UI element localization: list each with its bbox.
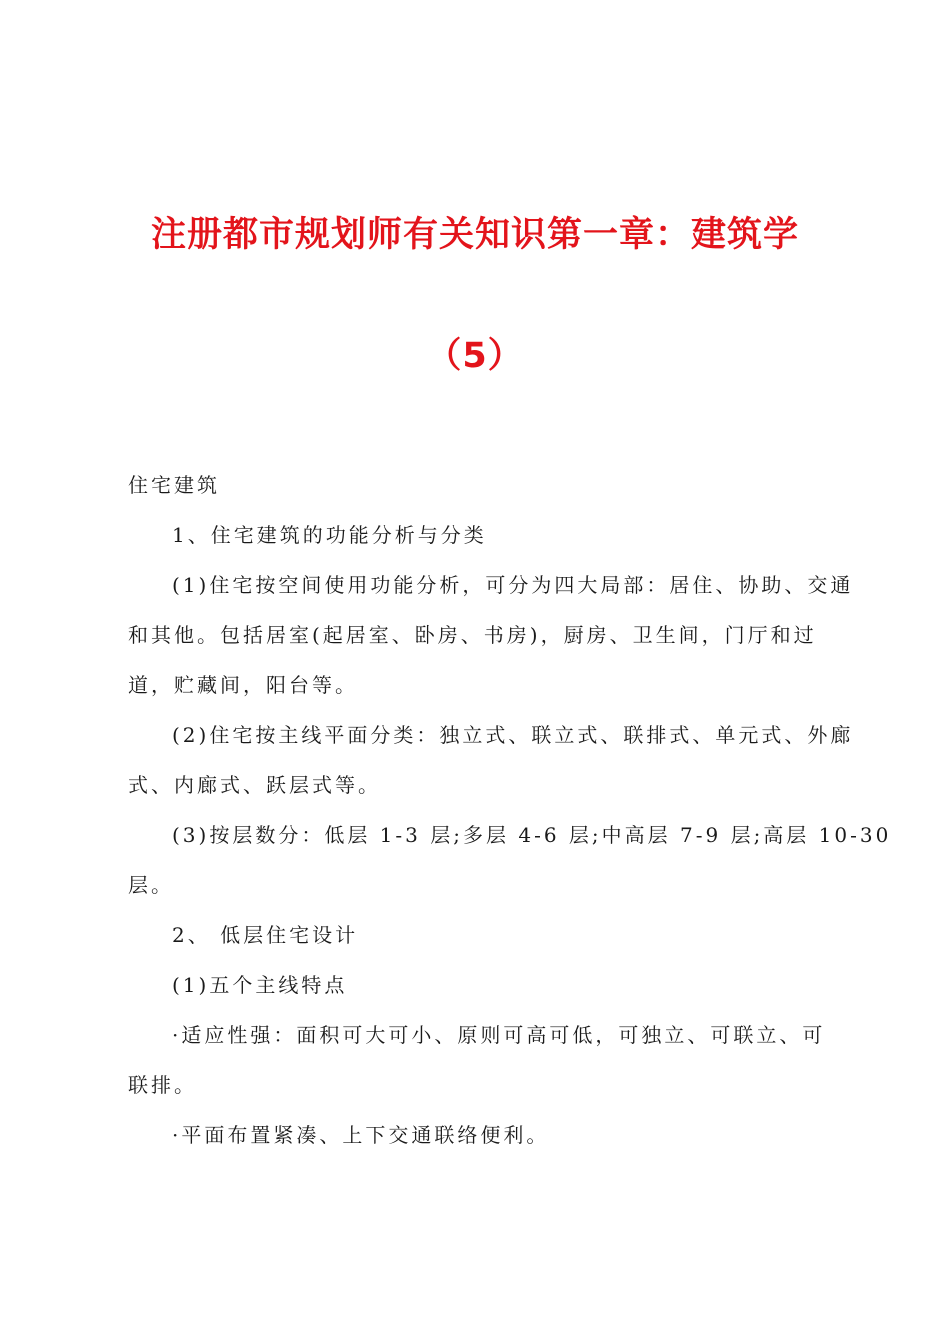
- section-heading: 住宅建筑: [128, 473, 220, 497]
- paragraph-line: 道，贮藏间，阳台等。: [128, 673, 358, 697]
- document-body: [128, 460, 892, 1160]
- paragraph-line: (3)按层数分：低层 1-3 层;多层 4-6 层;中高层 7-9 层;高层 10-30: [172, 823, 892, 847]
- document-title: 注册都市规划师有关知识第一章：建筑学: [150, 215, 799, 255]
- subsection-heading: 2、 低层住宅设计: [172, 923, 359, 947]
- paragraph-line: 层。: [128, 873, 174, 897]
- paragraph-line: (1)住宅按空间使用功能分析，可分为四大局部：居住、协助、交通: [172, 573, 854, 597]
- paragraph-line: 式、内廊式、跃层式等。: [128, 773, 381, 797]
- paragraph-line: (2)住宅按主线平面分类：独立式、联立式、联排式、单元式、外廊: [172, 723, 854, 747]
- paragraph-line: 联排。: [128, 1073, 197, 1097]
- bullet-line: ·平面布置紧凑、上下交通联络便利。: [172, 1123, 550, 1147]
- paragraph-line: 和其他。包括居室(起居室、卧房、书房)，厨房、卫生间，门厅和过: [128, 623, 817, 647]
- bullet-line: ·适应性强：面积可大可小、原则可高可低，可独立、可联立、可: [172, 1023, 826, 1047]
- document-title-suffix: （5）: [426, 336, 524, 376]
- subsection-heading: 1、住宅建筑的功能分析与分类: [172, 523, 487, 547]
- paragraph-line: (1)五个主线特点: [172, 973, 348, 997]
